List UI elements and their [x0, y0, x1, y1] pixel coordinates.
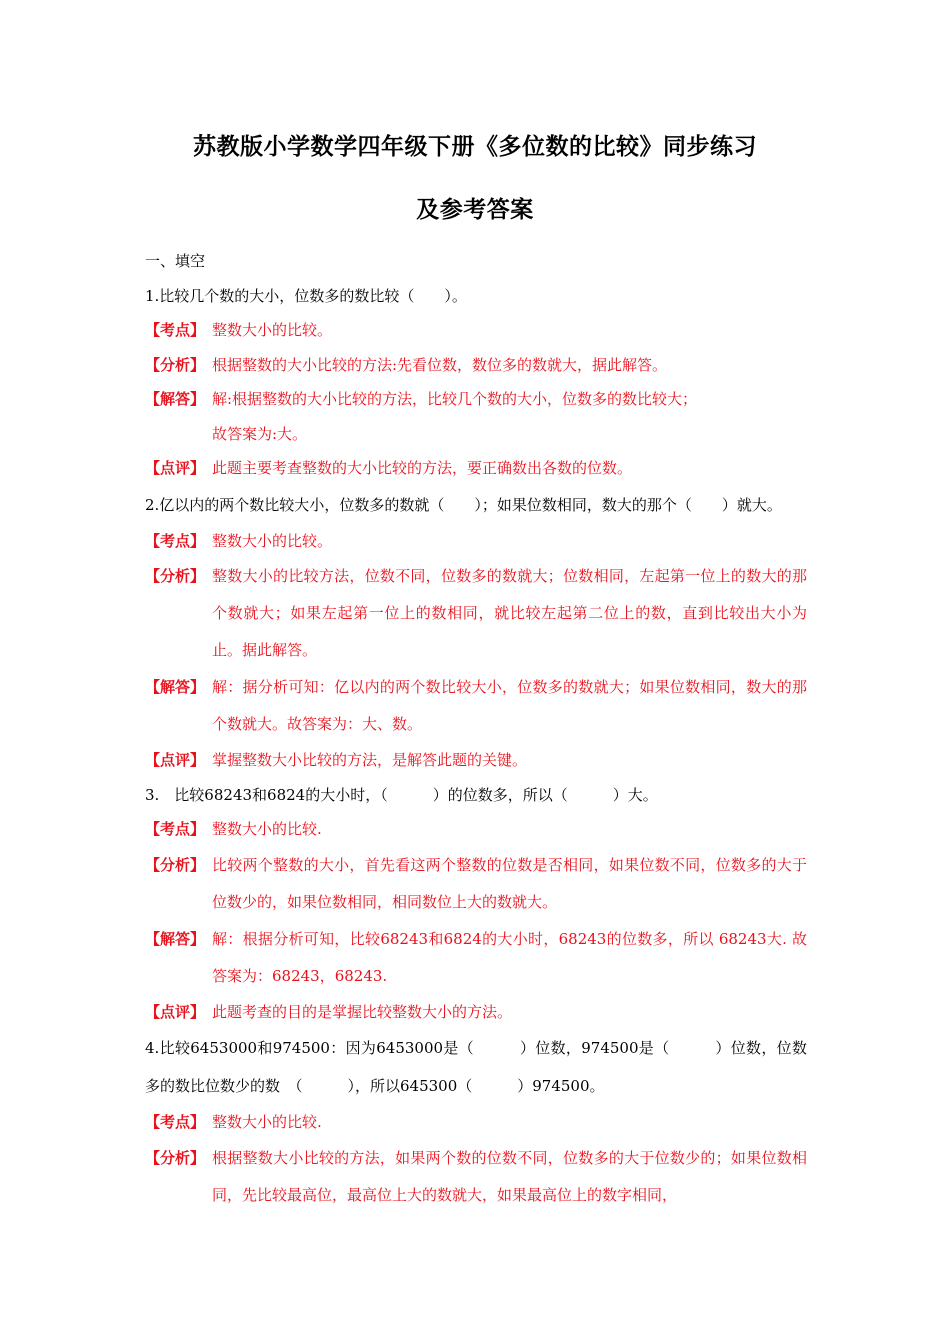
q2-fenxi-text: 整数大小的比较方法，位数不同，位数多的数就大；位数相同，左起第一位上的数大的那个数就大；如果左起第一位上的数相同，就比较左起第二位上的数，直到比较出大小为止。据此解答。 [212, 567, 807, 659]
kaodian-label: 【考点】 [145, 820, 206, 838]
q3-jieda-text: 解：根据分析可知，比较68243和6824的大小时，68243的位数多，所以 68243大. 故答案为：68243，68243. [212, 929, 807, 985]
q2-dianping [145, 743, 807, 778]
jieda-label: 【解答】 [145, 929, 206, 948]
q1-jieda [145, 382, 807, 451]
q2-jieda-text: 解：据分析可知：亿以内的两个数比较大小，位数多的数就大；如果位数相同，数大的那个数就大。故答案为：大、数。 [212, 678, 807, 733]
kaodian-label: 【考点】 [145, 321, 206, 339]
q1-kaodian-text: 整数大小的比较。 [212, 321, 333, 339]
q1-dianping-text: 此题主要考查整数的大小比较的方法，要正确数出各数的位数。 [212, 459, 633, 477]
question-3: 3. 比较68243和6824的大小时，（ ）的位数多，所以（ ）大。 [145, 785, 658, 804]
question-4: 4.比较6453000和974500：因为6453000是（ ）位数，974500是（ ）位数，位数多的数比位数少的数 （ ），所以645300（ ）974500。 [145, 1039, 807, 1095]
q4-kaodian [145, 1105, 807, 1140]
q2-kaodian [145, 524, 807, 559]
dianping-label: 【点评】 [145, 751, 206, 769]
q1-kaodian [145, 313, 807, 348]
q3-kaodian [145, 812, 807, 847]
q1-fenxi-text: 根据整数的大小比较的方法:先看位数，数位多的数就大，据此解答。 [212, 355, 668, 374]
q4-fenxi-text: 根据整数大小比较的方法，如果两个数的位数不同，位数多的大于位数少的；如果位数相同，先比较最高位，最高位上大的数就大，如果最高位上的数字相同， [212, 1148, 807, 1204]
jieda-label: 【解答】 [145, 390, 206, 408]
q2-dianping-text: 掌握整数大小比较的方法，是解答此题的关键。 [212, 751, 528, 769]
document-title-line-1: 苏教版小学数学四年级下册《多位数的比较》同步练习 [193, 134, 757, 160]
q3-jieda [145, 921, 807, 995]
fenxi-label: 【分析】 [145, 567, 206, 585]
q3-dianping [145, 995, 807, 1030]
q1-jieda-text: 解:根据整数的大小比较的方法，比较几个数的大小，位数多的数比较大； [212, 390, 698, 408]
q3-fenxi-text: 比较两个整数的大小，首先看这两个整数的位数是否相同，如果位数不同，位数多的大于位数少的，如果位数相同，相同数位上大的数就大。 [212, 855, 807, 911]
document-title-line-2: 及参考答案 [416, 197, 534, 223]
fenxi-label: 【分析】 [145, 1148, 206, 1167]
q4-fenxi [145, 1140, 807, 1214]
kaodian-label: 【考点】 [145, 1113, 206, 1131]
kaodian-label: 【考点】 [145, 531, 206, 550]
q1-fenxi [145, 348, 807, 383]
question-1: 1.比较几个数的大小，位数多的数比较（ ）。 [145, 286, 467, 305]
section-heading: 一、填空 [145, 252, 206, 270]
q2-fenxi [145, 558, 807, 669]
q3-kaodian-text: 整数大小的比较. [212, 820, 322, 838]
q2-jieda [145, 669, 807, 743]
fenxi-label: 【分析】 [145, 355, 206, 374]
dianping-label: 【点评】 [145, 459, 206, 477]
q3-dianping-text: 此题考查的目的是掌握比较整数大小的方法。 [212, 1002, 513, 1021]
question-2: 2.亿以内的两个数比较大小，位数多的数就（ ）；如果位数相同，数大的那个（ ）就大。 [145, 495, 782, 514]
document-content [145, 244, 807, 1214]
jieda-label: 【解答】 [145, 678, 206, 696]
q2-kaodian-text: 整数大小的比较。 [212, 531, 333, 550]
dianping-label: 【点评】 [145, 1002, 206, 1021]
fenxi-label: 【分析】 [145, 855, 206, 874]
q4-kaodian-text: 整数大小的比较. [212, 1113, 322, 1131]
q1-jieda-answer: 故答案为:大。 [212, 424, 308, 443]
q3-fenxi [145, 847, 807, 921]
q1-dianping [145, 451, 807, 486]
